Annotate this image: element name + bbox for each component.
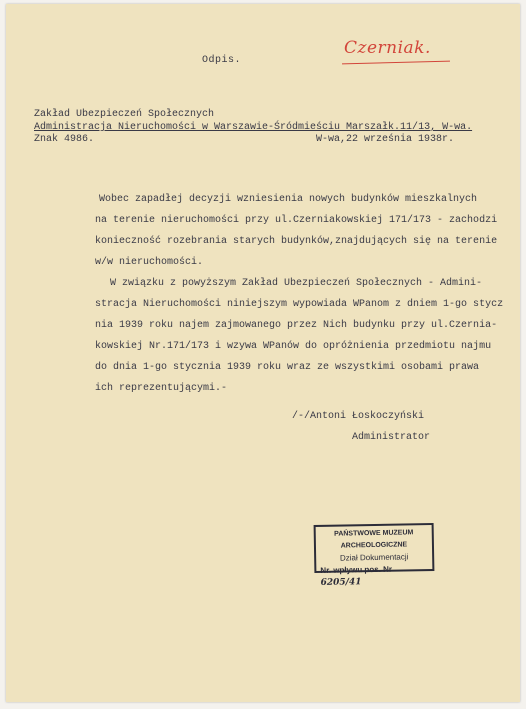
museum-stamp xyxy=(314,523,435,588)
signature-name: /-/Antoni Łoskoczyński xyxy=(292,411,425,422)
stamp-entry-label: Nr. wpływu pos. Nr xyxy=(320,564,393,575)
stamp-entry-number xyxy=(320,563,428,589)
body-line: kowskiej Nr.171/173 i wzywa WPanów do opróżnienia przedmiotu najmu xyxy=(95,341,492,352)
body-line: nia 1939 roku najem zajmowanego przez Nich budynku przy ul.Czernia- xyxy=(95,320,498,331)
document-date: W-wa,22 września 1938r. xyxy=(316,134,455,145)
header-institution: Zakład Ubezpieczeń Społecznych xyxy=(34,109,215,120)
body-line: Wobec zapadłej decyzji wzniesienia nowych budynków mieszkalnych xyxy=(99,194,478,205)
document-page xyxy=(6,4,520,702)
handwritten-underline xyxy=(342,61,450,65)
signature-title: Administrator xyxy=(352,432,431,443)
body-line: do dnia 1-go stycznia 1939 roku wraz ze wszystkimi osobami prawa xyxy=(95,362,480,373)
stamp-entry-value: 6205/41 xyxy=(320,577,362,588)
header-address: Administracja Nieruchomości w Warszawie-Śródmieściu Marszałk.11/13, W-wa. xyxy=(34,122,473,133)
handwritten-note: Czerniak. xyxy=(344,38,431,58)
stamp-department: Dział Dokumentacji xyxy=(339,552,409,563)
body-line: konieczność rozebrania starych budynków,znajdujących się na terenie xyxy=(95,236,498,247)
odpis-label: Odpis. xyxy=(202,55,242,66)
body-line: w/w nieruchomości. xyxy=(95,257,204,268)
body-line: stracja Nieruchomości niniejszym wypowiada WPanom z dniem 1-go stycz xyxy=(95,299,504,310)
body-line: W związku z powyższym Zakład Ubezpieczeń Społecznych - Admini- xyxy=(110,278,483,289)
body-line: ich reprezentującymi.- xyxy=(95,383,228,394)
header-reference: Znak 4986. xyxy=(34,134,95,145)
stamp-museum-name: PAŃSTWOWE MUZEUM ARCHEOLOGICZNE xyxy=(334,529,414,550)
body-line: na terenie nieruchomości przy ul.Czerniakowskiej 171/173 - zachodzi xyxy=(95,215,498,226)
